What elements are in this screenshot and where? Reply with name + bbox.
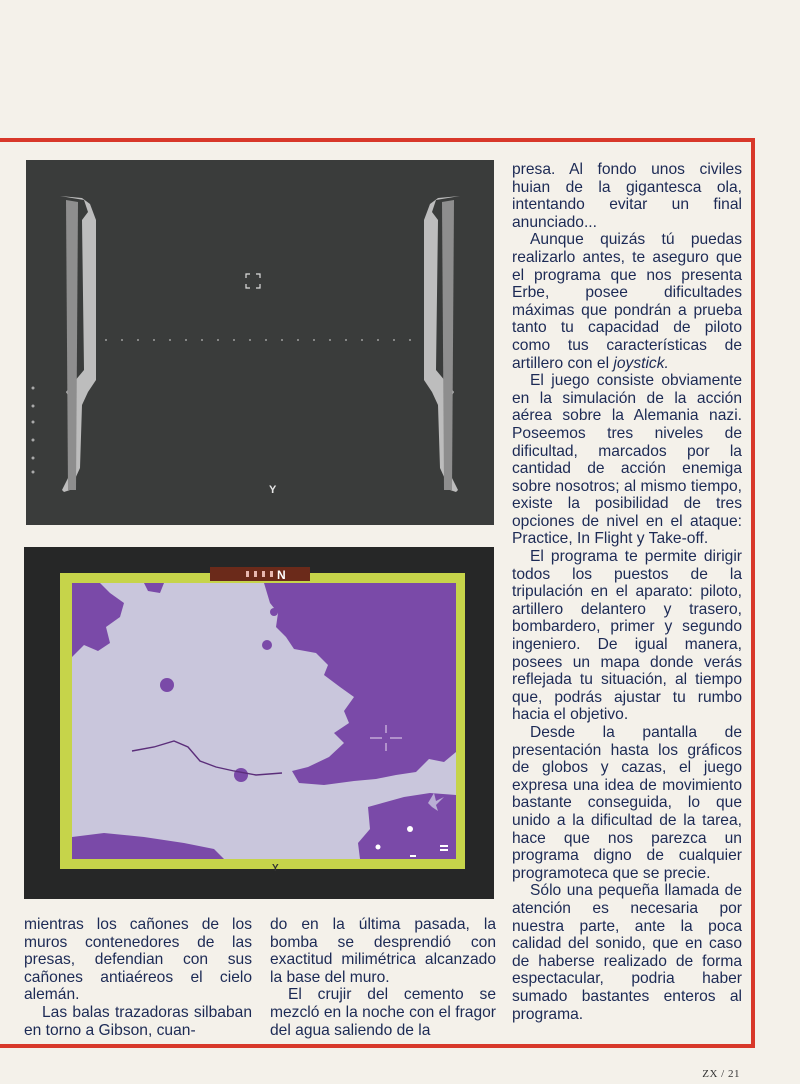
left-window-strut — [60, 196, 96, 492]
article-bottom-left-column — [24, 916, 252, 1039]
article-bottom-middle-column — [270, 916, 496, 1039]
game-screenshot-map — [24, 547, 494, 899]
compass-strip — [210, 567, 310, 581]
map-bottom-marker: Y — [272, 863, 279, 874]
paragraph: Desde la pantalla de presentación hasta los gráficos de globos y cazas, el juego expresa una idea de movimiento bastante conseguida, lo que unido a la dificultad de la tarea, hace que nos parezca un programa digno de cualquier programoteca que se precie. — [512, 724, 742, 882]
italic-term: joystick. — [613, 354, 669, 372]
side-gauge-dots — [32, 387, 35, 474]
paragraph: El programa te permite dirigir todos los puestos de la tripulación en el aparato: piloto, artillero delantero y trasero, bombardero, primer y segundo ingeniero. De igual manera, posees un mapa donde verás reflejada tu situación, al tiempo que, podrás ajustar tu rumbo hacia el objetivo. — [512, 548, 742, 724]
paragraph: do en la última pasada, la bomba se desprendió con exactitud milimétrica alcanzado la base del muro. — [270, 916, 496, 986]
paragraph: Las balas trazadoras silbaban en torno a Gibson, cuan- — [24, 1003, 252, 1039]
game-screenshot-cockpit — [26, 160, 494, 525]
gun-sight-reticle — [246, 274, 260, 288]
horizon-dotted-line — [105, 339, 411, 341]
cockpit-bottom-marker: Y — [269, 484, 277, 496]
paragraph: El crujir del cemento se mezcló en la noche con el fragor del agua saliendo de la — [270, 986, 496, 1039]
right-window-strut — [424, 196, 460, 492]
compass-north-label: N — [277, 568, 286, 582]
paragraph: Sólo una pequeña llamada de atención es necesaria por nuestra parte, ante la poca calidad del sonido, que en caso de haberse realizado de forma espectacular, podria haber sumado bastantes enteros al programa. — [512, 882, 742, 1023]
paragraph: presa. Al fondo unos civiles huian de la gigantesca ola, intentando evitar un final anunciado... — [512, 161, 742, 231]
paragraph — [512, 231, 742, 372]
article-right-column — [512, 161, 742, 1023]
paragraph: mientras los cañones de los muros contenedores de las presas, defendian con sus cañones antiaéreos el cielo alemán. — [24, 916, 252, 1004]
paragraph: El juego consiste obviamente en la simulación de la acción aérea sobre la Alemania nazi. Poseemos tres niveles de dificultad, marcados por la cantidad de acción enemiga sobre nosotros; al mismo tiempo, existe la posibilidad de tres opciones de nivel en el ataque: Practice, In Flight y Take-off. — [512, 372, 742, 548]
paragraph-text: Aunque quizás tú puedas realizarlo antes, te aseguro que el programa que nos presenta Erbe, posee dificultades máximas que pondrán a prueba tanto tu capacidad de piloto como tus características de artillero con el — [512, 231, 742, 372]
page-folio: ZX / 21 — [702, 1068, 740, 1080]
